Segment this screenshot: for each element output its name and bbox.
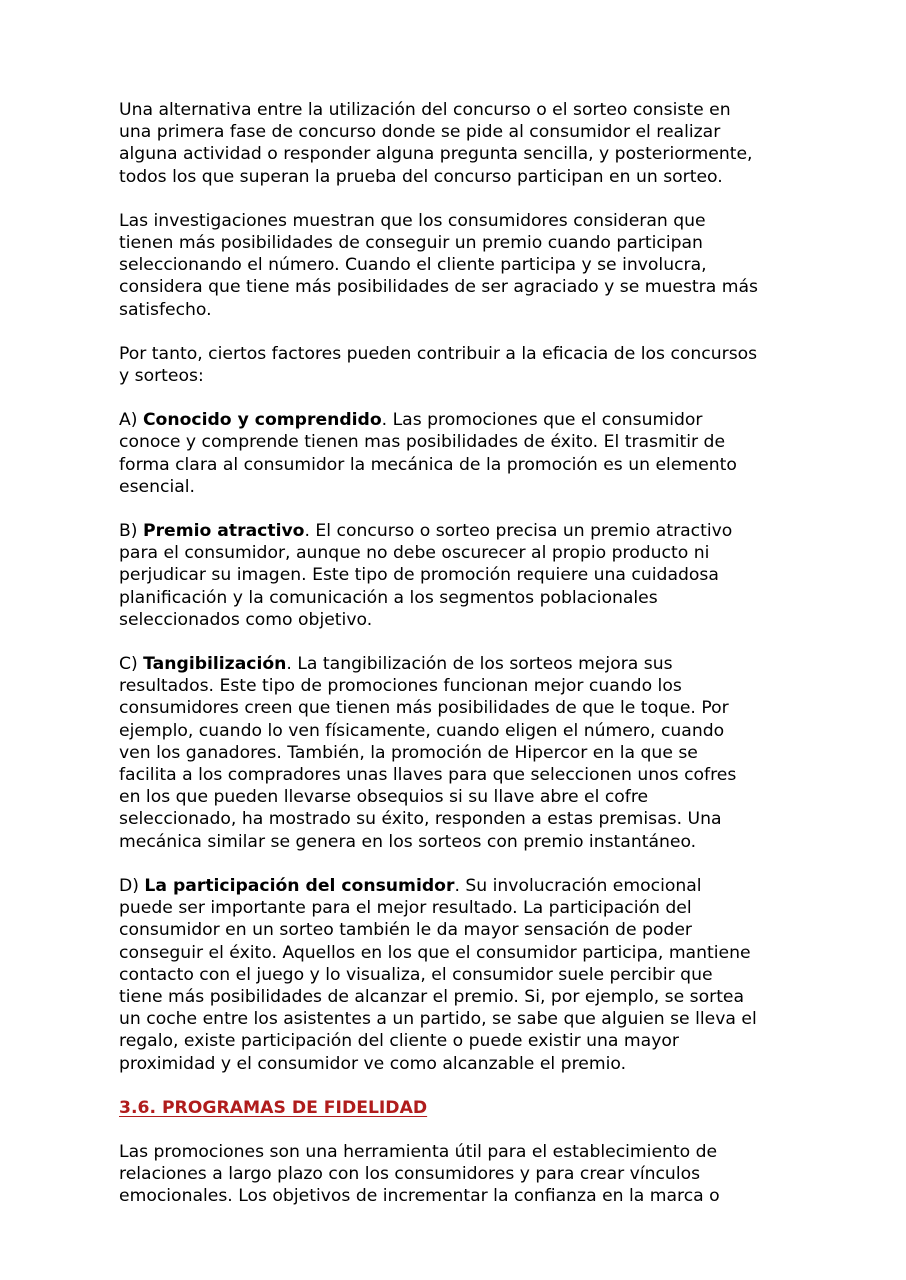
text-line: puede ser importante para el mejor resultado. La participación del [119, 898, 692, 919]
text-line: tienen más posibilidades de conseguir un premio cuando participan [119, 233, 703, 254]
text-line: emocionales. Los objetivos de incrementar la confianza en la marca o [119, 1186, 720, 1207]
text-line: forma clara al consumidor la mecánica de la promoción es un elemento [119, 454, 737, 475]
factor-text: . El concurso o sorteo precisa un premio atractivo [304, 521, 733, 542]
text-line: mecánica similar se genera en los sorteos con premio instantáneo. [119, 831, 697, 852]
text-line: ejemplo, cuando lo ven físicamente, cuando eligen el número, cuando [119, 720, 725, 741]
factor-term: La participación del consumidor [144, 875, 455, 896]
section-heading: 3.6. PROGRAMAS DE FIDELIDAD [119, 1097, 428, 1118]
paragraph-factor-a [119, 409, 809, 498]
text-line: resultados. Este tipo de promociones funcionan mejor cuando los [119, 676, 682, 697]
list-marker: C) [119, 654, 144, 675]
text-line [119, 875, 809, 897]
text-line [119, 653, 809, 675]
text-line: relaciones a largo plazo con los consumidores y para crear vínculos [119, 1164, 701, 1185]
list-marker: B) [119, 521, 143, 542]
text-line: para el consumidor, aunque no debe oscurecer al propio producto ni [119, 543, 710, 564]
text-line: conseguir el éxito. Aquellos en los que el consumidor participa, mantiene [119, 942, 751, 963]
text-line: consumidor en un sorteo también le da mayor sensación de poder [119, 920, 692, 941]
text-line: Por tanto, ciertos factores pueden contribuir a la eficacia de los concursos [119, 343, 758, 364]
list-marker: D) [119, 875, 145, 896]
text-line [119, 520, 809, 542]
document-page [119, 99, 809, 1230]
factor-text: . La tangibilización de los sorteos mejora sus [286, 654, 673, 675]
paragraph-factors [119, 343, 809, 387]
factor-term: Conocido y comprendido [142, 410, 382, 431]
text-line: proximidad y el consumidor ve como alcanzable el premio. [119, 1053, 627, 1074]
text-line [119, 409, 809, 431]
paragraph-factor-b [119, 520, 809, 631]
text-line: Las promociones son una herramienta útil para el establecimiento de [119, 1141, 718, 1162]
text-line: contacto con el juego y lo visualiza, el consumidor suele percibir que [119, 964, 713, 985]
text-line: en los que pueden llevarse obsequios si su llave abre el cofre [119, 787, 649, 808]
text-line: planificación y la comunicación a los segmentos poblacionales [119, 587, 658, 608]
text-line: considera que tiene más posibilidades de ser agraciado y se muestra más [119, 277, 758, 298]
text-line: satisfecho. [119, 299, 212, 320]
text-line: un coche entre los asistentes a un partido, se sabe que alguien se lleva el [119, 1009, 757, 1030]
paragraph-factor-c [119, 653, 809, 853]
paragraph-research [119, 210, 809, 321]
paragraph-loyalty [119, 1141, 809, 1208]
text-line: una primera fase de concurso donde se pide al consumidor el realizar [119, 122, 721, 143]
text-line: Una alternativa entre la utilización del concurso o el sorteo consiste en [119, 100, 731, 120]
text-line: esencial. [119, 476, 195, 497]
text-line: consumidores creen que tienen más posibilidades de que le toque. Por [119, 698, 729, 719]
text-line: seleccionando el número. Cuando el cliente participa y se involucra, [119, 255, 707, 276]
factor-term: Tangibilización [143, 654, 287, 675]
text-line: perjudicar su imagen. Este tipo de promoción requiere una cuidadosa [119, 565, 719, 586]
paragraph-factor-d [119, 875, 809, 1075]
text-line: regalo, existe participación del cliente o puede existir una mayor [119, 1031, 679, 1052]
text-line: y sorteos: [119, 366, 204, 387]
text-line: facilita a los compradores unas llaves para que seleccionen unos cofres [119, 765, 737, 786]
text-line: conoce y comprende tienen mas posibilidades de éxito. El trasmitir de [119, 432, 726, 453]
list-marker: A) [119, 410, 143, 431]
text-line: seleccionado, ha mostrado su éxito, responden a estas premisas. Una [119, 809, 722, 830]
paragraph-intro [119, 99, 809, 188]
text-line: Las investigaciones muestran que los consumidores consideran que [119, 210, 706, 231]
factor-text: . Su involucración emocional [454, 875, 702, 896]
text-line: alguna actividad o responder alguna pregunta sencilla, y posteriormente, [119, 144, 753, 165]
factor-term: Premio atractivo [142, 521, 305, 542]
text-line: seleccionados como objetivo. [119, 609, 373, 630]
text-line: tiene más posibilidades de alcanzar el premio. Si, por ejemplo, se sortea [119, 986, 745, 1007]
text-line: ven los ganadores. También, la promoción de Hipercor en la que se [119, 742, 698, 763]
factor-text: . Las promociones que el consumidor [381, 410, 703, 431]
text-line: todos los que superan la prueba del concurso participan en un sorteo. [119, 166, 723, 187]
